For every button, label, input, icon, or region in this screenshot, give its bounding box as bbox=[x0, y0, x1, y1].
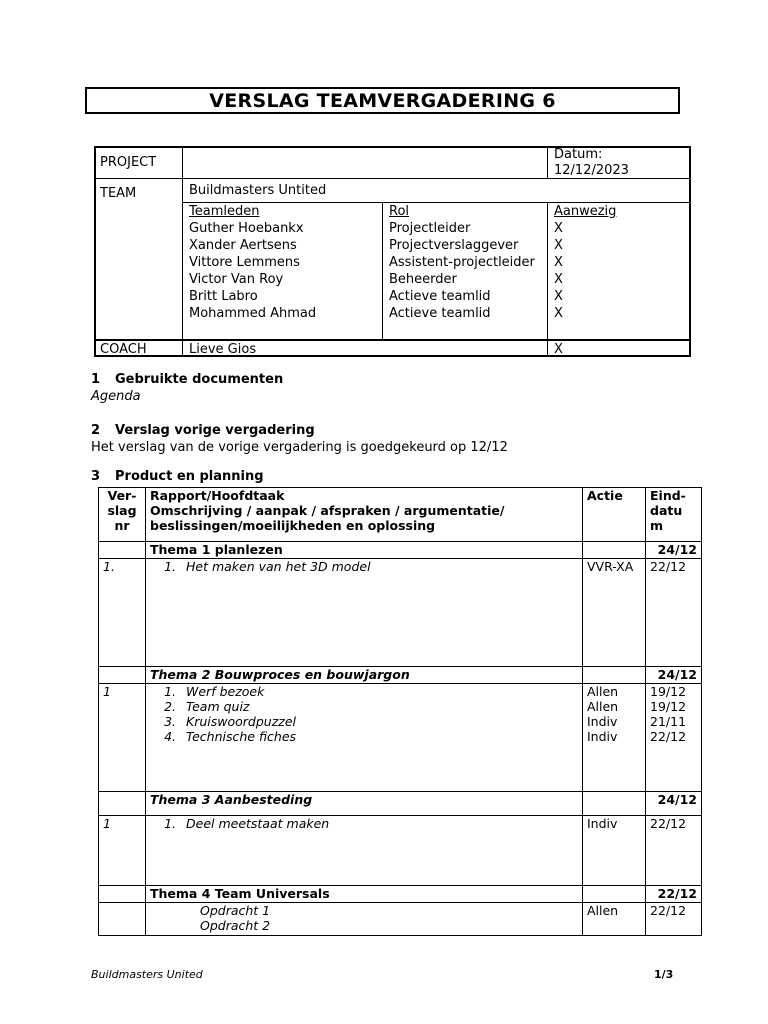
table-cell bbox=[99, 792, 146, 816]
date-cell bbox=[646, 903, 702, 936]
table-cell bbox=[99, 667, 146, 684]
section-heading bbox=[91, 372, 283, 387]
list-item: Opdracht 1 bbox=[200, 903, 271, 918]
verslag-nr: 1. bbox=[99, 559, 146, 667]
task-list bbox=[150, 816, 578, 831]
planning-table bbox=[98, 487, 702, 936]
item-number: 2. bbox=[164, 699, 176, 714]
header-text: Rapport/Hoofdtaak bbox=[150, 488, 285, 503]
header-text: Omschrijving / aanpak / afspraken / argumentatie/ bbox=[150, 503, 505, 518]
table-cell bbox=[583, 886, 646, 903]
item-text: Team quiz bbox=[186, 699, 250, 714]
actie-cell bbox=[583, 816, 646, 886]
theme-date: 24/12 bbox=[646, 542, 702, 559]
actie-value: VVR-XA bbox=[587, 559, 634, 574]
team-label: TEAM bbox=[100, 186, 137, 201]
member-present: X bbox=[554, 272, 563, 287]
item-number: 4. bbox=[164, 729, 176, 744]
table-row bbox=[99, 684, 702, 792]
table-border bbox=[547, 146, 548, 179]
member-present: X bbox=[554, 221, 563, 236]
member-role: Projectleider bbox=[389, 221, 471, 236]
table-header-row bbox=[99, 488, 702, 542]
theme-row bbox=[99, 542, 702, 559]
end-date: 19/12 bbox=[650, 699, 687, 714]
verslag-nr: 1 bbox=[99, 816, 146, 886]
member-name: Britt Labro bbox=[189, 289, 258, 304]
item-text: Het maken van het 3D model bbox=[186, 559, 371, 574]
table-border bbox=[94, 339, 691, 341]
end-date: 22/12 bbox=[650, 903, 687, 918]
actie-value: Allen bbox=[587, 699, 619, 714]
list-item bbox=[150, 559, 578, 574]
list-item bbox=[150, 714, 578, 729]
member-present: X bbox=[554, 238, 563, 253]
task-list bbox=[150, 559, 578, 574]
member-name: Vittore Lemmens bbox=[189, 255, 300, 270]
table-cell bbox=[99, 886, 146, 903]
header-text: beslissingen/moeilijkheden en oplossing bbox=[150, 518, 436, 533]
task-list-cell bbox=[146, 903, 583, 936]
table-cell bbox=[99, 542, 146, 559]
member-present: X bbox=[554, 306, 563, 321]
project-label: PROJECT bbox=[100, 155, 157, 170]
list-item bbox=[150, 816, 578, 831]
section-title: Product en planning bbox=[115, 469, 264, 484]
role-column-header: Rol bbox=[389, 204, 410, 219]
member-role: Beheerder bbox=[389, 272, 457, 287]
actie-value: Allen bbox=[587, 684, 619, 699]
header-text: m bbox=[650, 518, 664, 533]
item-number: 1. bbox=[164, 684, 176, 699]
task-list-cell bbox=[146, 559, 583, 667]
table-border bbox=[382, 202, 383, 340]
theme-title: Thema 2 Bouwproces en bouwjargon bbox=[146, 667, 583, 684]
section-title: Verslag vorige vergadering bbox=[115, 423, 315, 438]
verslag-nr bbox=[99, 903, 146, 936]
theme-date: 24/12 bbox=[646, 792, 702, 816]
theme-row bbox=[99, 792, 702, 816]
actie-value: Indiv bbox=[587, 729, 618, 744]
theme-date: 24/12 bbox=[646, 667, 702, 684]
theme-row bbox=[99, 667, 702, 684]
document-title-text: VERSLAG TEAMVERGADERING 6 bbox=[209, 89, 556, 112]
date-cell bbox=[646, 559, 702, 667]
task-list bbox=[150, 684, 578, 744]
team-name: Buildmasters Untited bbox=[189, 183, 327, 198]
table-border bbox=[547, 202, 548, 340]
section-heading bbox=[91, 469, 264, 484]
date-cell bbox=[646, 816, 702, 886]
theme-title: Thema 3 Aanbesteding bbox=[146, 792, 583, 816]
member-present: X bbox=[554, 255, 563, 270]
list-item bbox=[150, 684, 578, 699]
table-row bbox=[99, 559, 702, 667]
meeting-info-table bbox=[94, 146, 691, 357]
page-number: 1/3 bbox=[654, 968, 674, 981]
section-body: Het verslag van de vorige vergadering is goedgekeurd op 12/12 bbox=[91, 440, 508, 455]
section-heading bbox=[91, 423, 315, 438]
member-role: Assistent-projectleider bbox=[389, 255, 535, 270]
table-row bbox=[99, 816, 702, 886]
footer-company: Buildmasters United bbox=[91, 968, 203, 981]
header-text: Ver- bbox=[107, 488, 137, 503]
actie-value: Indiv bbox=[587, 816, 618, 831]
header-text: datu bbox=[650, 503, 683, 518]
list-item bbox=[150, 729, 578, 744]
task-list-cell bbox=[146, 816, 583, 886]
coach-present: X bbox=[554, 342, 563, 357]
member-present: X bbox=[554, 289, 563, 304]
theme-title: Thema 1 planlezen bbox=[146, 542, 583, 559]
table-row bbox=[99, 903, 702, 936]
member-name: Victor Van Roy bbox=[189, 272, 284, 287]
table-cell bbox=[583, 792, 646, 816]
table-cell bbox=[583, 667, 646, 684]
end-date: 22/12 bbox=[650, 729, 687, 744]
section-number: 1 bbox=[91, 372, 101, 387]
verslag-nr: 1 bbox=[99, 684, 146, 792]
datum-label: Datum: bbox=[554, 147, 603, 162]
item-text: Deel meetstaat maken bbox=[186, 816, 330, 831]
datum-value: 12/12/2023 bbox=[554, 163, 629, 178]
member-name: Guther Hoebankx bbox=[189, 221, 304, 236]
end-date: 22/12 bbox=[650, 816, 687, 831]
item-text: Technische fiches bbox=[186, 729, 297, 744]
item-number: 3. bbox=[164, 714, 176, 729]
header-text: nr bbox=[114, 518, 130, 533]
table-cell bbox=[583, 542, 646, 559]
section-title: Gebruikte documenten bbox=[115, 372, 284, 387]
header-nr-cell bbox=[99, 488, 146, 542]
member-name: Xander Aertsens bbox=[189, 238, 297, 253]
section-number: 3 bbox=[91, 469, 101, 484]
end-date: 21/11 bbox=[650, 714, 687, 729]
header-desc-cell bbox=[146, 488, 583, 542]
list-item bbox=[150, 699, 578, 714]
document-title bbox=[85, 87, 680, 114]
actie-value: Indiv bbox=[587, 714, 618, 729]
member-role: Actieve teamlid bbox=[389, 289, 491, 304]
end-date: 22/12 bbox=[650, 559, 687, 574]
present-column-header: Aanwezig bbox=[554, 204, 617, 219]
table-border bbox=[547, 340, 548, 357]
item-text: Werf bezoek bbox=[186, 684, 265, 699]
actie-value: Allen bbox=[587, 903, 619, 918]
members-column-header: Teamleden bbox=[189, 204, 260, 219]
date-cell bbox=[646, 684, 702, 792]
task-list-cell bbox=[146, 684, 583, 792]
header-text: Eind- bbox=[650, 488, 686, 503]
table-border bbox=[182, 146, 183, 357]
list-item: Opdracht 2 bbox=[200, 918, 271, 933]
theme-date: 22/12 bbox=[646, 886, 702, 903]
section-number: 2 bbox=[91, 423, 101, 438]
actie-cell bbox=[583, 903, 646, 936]
coach-label: COACH bbox=[100, 342, 147, 357]
header-actie-cell: Actie bbox=[583, 488, 646, 542]
actie-cell bbox=[583, 559, 646, 667]
actie-cell bbox=[583, 684, 646, 792]
coach-name: Lieve Gios bbox=[189, 342, 257, 357]
theme-row bbox=[99, 886, 702, 903]
table-border bbox=[94, 355, 691, 357]
theme-title: Thema 4 Team Universals bbox=[146, 886, 583, 903]
member-name: Mohammed Ahmad bbox=[189, 306, 317, 321]
header-eind-cell bbox=[646, 488, 702, 542]
header-text: slag bbox=[107, 503, 137, 518]
item-number: 1. bbox=[164, 559, 176, 574]
item-text: Kruiswoordpuzzel bbox=[186, 714, 296, 729]
item-number: 1. bbox=[164, 816, 176, 831]
section-body: Agenda bbox=[91, 389, 141, 404]
end-date: 19/12 bbox=[650, 684, 687, 699]
member-role: Projectverslaggever bbox=[389, 238, 519, 253]
member-role: Actieve teamlid bbox=[389, 306, 491, 321]
